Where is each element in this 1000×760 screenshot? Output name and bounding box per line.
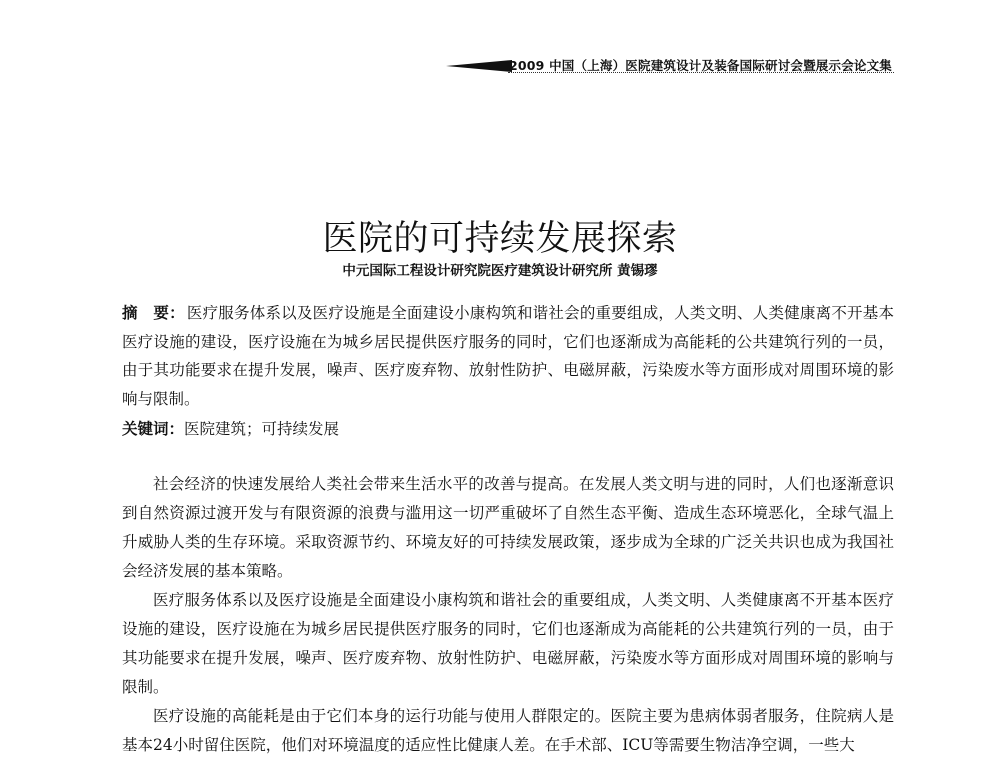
header-rule: [508, 72, 894, 73]
header-decoration-wedge: [446, 60, 512, 72]
article-title: 医院的可持续发展探索: [322, 219, 678, 260]
keywords: [122, 415, 894, 443]
abstract-label: 摘 要：: [122, 303, 185, 322]
body-text: [122, 470, 894, 760]
abstract-text: 医疗服务体系以及医疗设施是全面建设小康构筑和谐社会的重要组成，人类文明、人类健康离不开基本医疗设施的建设，医疗设施在为城乡居民提供医疗服务的同时，它们也逐渐成为高能耗的公共建筑行列的一员，由于其功能要求在提升发展，噪声、医疗废弃物、放射性防护、电磁屏蔽，污染废水等方面形成对周围环境的影响与限制。: [122, 304, 894, 408]
body-paragraph: 医疗设施的高能耗是由于它们本身的运行功能与使用人群限定的。医院主要为患病体弱者服务，住院病人是基本24小时留住医院，他们对环境温度的适应性比健康人差。在手术部、ICU等需要生物洁净空调，一些大: [122, 707, 894, 754]
author-line: 中元国际工程设计研究院医疗建筑设计研究所 黄锡璆: [342, 263, 658, 279]
body-paragraph: 医疗服务体系以及医疗设施是全面建设小康构筑和谐社会的重要组成，人类文明、人类健康离不开基本医疗设施的建设，医疗设施在为城乡居民提供医疗服务的同时，它们也逐渐成为高能耗的公共建筑行列的一员，由于其功能要求在提升发展，噪声、医疗废弃物、放射性防护、电磁屏蔽，污染废水等方面形成对周围环境的影响与限制。: [122, 591, 894, 696]
keywords-label: 关键词：: [122, 419, 185, 438]
running-header: 2009 中国（上海）医院建筑设计及装备国际研讨会暨展示会论文集: [508, 58, 892, 73]
body-paragraph: 社会经济的快速发展给人类社会带来生活水平的改善与提高。在发展人类文明与进的同时，人们也逐渐意识到自然资源过渡开发与有限资源的浪费与滥用这一切严重破坏了自然生态平衡、造成生态环境恶化，全球气温上升威胁人类的生存环境。采取资源节约、环境友好的可持续发展政策，逐步成为全球的广泛关共识也成为我国社会经济发展的基本策略。: [122, 475, 894, 580]
keywords-text: 医院建筑；可持续发展: [184, 420, 340, 438]
abstract: [122, 299, 894, 413]
